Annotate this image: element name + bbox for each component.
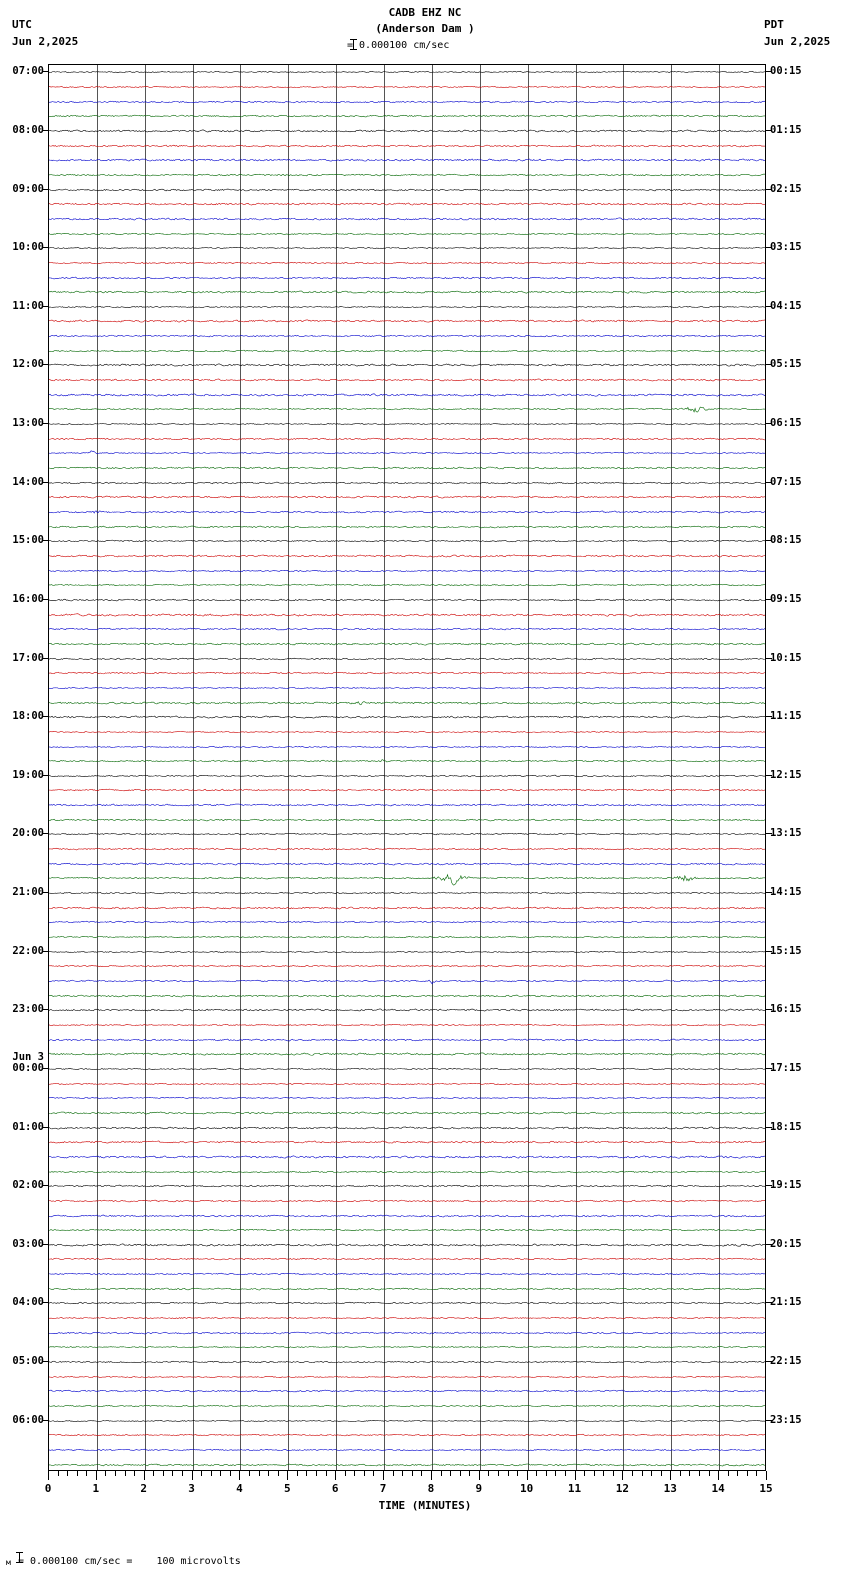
right-time-label: 17:15 — [770, 1061, 802, 1074]
seismic-trace — [49, 431, 766, 447]
seismic-trace — [49, 1164, 766, 1180]
seismic-trace — [49, 533, 766, 549]
x-axis-title: TIME (MINUTES) — [378, 1499, 472, 1512]
left-time-label: 17:00 — [12, 651, 44, 664]
seismic-trace — [49, 797, 766, 813]
x-axis-minor-tick — [259, 1471, 260, 1476]
left-time-label: 05:00 — [12, 1355, 44, 1368]
left-time-label: 19:00 — [12, 768, 44, 781]
left-time-label: 09:00 — [12, 182, 44, 195]
x-axis-tick-label: 2 — [140, 1482, 148, 1495]
right-time-label: 07:15 — [770, 475, 802, 488]
seismic-trace — [49, 270, 766, 286]
left-time-label: 00:00 — [12, 1061, 44, 1074]
seismic-trace — [49, 1002, 766, 1018]
x-axis-tick-label: 3 — [188, 1482, 195, 1495]
x-axis-major-tick — [527, 1471, 528, 1480]
x-axis-minor-tick — [680, 1471, 681, 1476]
seismic-trace — [49, 577, 766, 593]
x-axis-minor-tick — [421, 1471, 422, 1476]
x-axis-minor-tick — [699, 1471, 700, 1476]
right-time-label: 06:15 — [770, 417, 802, 430]
seismic-trace — [49, 1046, 766, 1062]
x-axis-tick-label: 8 — [427, 1482, 435, 1495]
seismic-trace — [49, 709, 766, 725]
right-time-label: 04:15 — [770, 299, 802, 312]
left-time-label: 10:00 — [12, 241, 44, 254]
seismic-trace — [49, 782, 766, 798]
x-axis-minor-tick — [230, 1471, 231, 1476]
seismic-trace — [49, 826, 766, 842]
seismic-trace — [49, 768, 766, 784]
x-axis-major-tick — [479, 1471, 480, 1480]
seismic-trace — [49, 1208, 766, 1224]
right-time-label: 21:15 — [770, 1296, 802, 1309]
seismic-trace — [49, 196, 766, 212]
x-axis-minor-tick — [546, 1471, 547, 1476]
x-axis-tick-label: 6 — [331, 1482, 339, 1495]
seismic-trace — [49, 1237, 766, 1253]
right-time-label: 23:15 — [770, 1413, 802, 1426]
seismic-trace — [49, 401, 766, 417]
right-time-label: 19:15 — [770, 1179, 802, 1192]
x-axis-minor-tick — [555, 1471, 556, 1476]
seismic-trace — [49, 607, 766, 623]
x-axis-tick-label: 5 — [284, 1482, 291, 1495]
x-axis-minor-tick — [584, 1471, 585, 1476]
seismic-trace — [49, 988, 766, 1004]
pdt-timezone-label: PDT — [764, 18, 784, 31]
station-subtitle: (Anderson Dam ) — [375, 22, 475, 35]
right-time-label: 05:15 — [770, 358, 802, 371]
seismic-trace — [49, 108, 766, 124]
x-axis-minor-tick — [345, 1471, 346, 1476]
seismic-trace — [49, 944, 766, 960]
pdt-date-label: Jun 2,2025 — [764, 35, 831, 48]
right-time-label: 16:15 — [770, 1003, 802, 1016]
x-axis-major-tick — [48, 1471, 49, 1480]
seismic-trace — [49, 1310, 766, 1326]
x-axis-tick-label: 11 — [567, 1482, 582, 1495]
x-axis-minor-tick — [661, 1471, 662, 1476]
x-axis-minor-tick — [728, 1471, 729, 1476]
x-axis-major-tick — [335, 1471, 336, 1480]
seismic-trace — [49, 929, 766, 945]
x-axis-tick-label: 4 — [236, 1482, 243, 1495]
seismic-trace — [49, 665, 766, 681]
seismic-trace — [49, 885, 766, 901]
seismic-trace — [49, 123, 766, 139]
x-axis-tick-label: 1 — [92, 1482, 100, 1495]
left-date-divider-label: Jun 3 — [12, 1050, 44, 1063]
seismic-trace — [49, 636, 766, 652]
x-axis-minor-tick — [498, 1471, 499, 1476]
seismic-trace — [49, 914, 766, 930]
x-axis-minor-tick — [86, 1471, 87, 1476]
seismic-trace — [49, 1339, 766, 1355]
x-axis-tick-label: 0 — [44, 1482, 52, 1495]
left-time-label: 15:00 — [12, 534, 44, 547]
seismic-trace — [49, 299, 766, 315]
left-time-label: 06:00 — [12, 1413, 44, 1426]
left-time-label: 11:00 — [12, 299, 44, 312]
x-axis-major-tick — [144, 1471, 145, 1480]
right-time-label: 00:15 — [770, 65, 802, 78]
x-axis-minor-tick — [469, 1471, 470, 1476]
seismic-trace — [49, 328, 766, 344]
seismic-trace — [49, 548, 766, 564]
seismic-trace — [49, 695, 766, 711]
left-time-label: 20:00 — [12, 827, 44, 840]
seismic-trace — [49, 255, 766, 271]
x-axis-minor-tick — [364, 1471, 365, 1476]
seismic-trace — [49, 1193, 766, 1209]
x-axis-minor-tick — [441, 1471, 442, 1476]
seismic-trace — [49, 226, 766, 242]
x-axis-minor-tick — [105, 1471, 106, 1476]
seismic-trace — [49, 1413, 766, 1429]
left-time-label: 08:00 — [12, 123, 44, 136]
x-axis-minor-tick — [354, 1471, 355, 1476]
x-axis-minor-tick — [268, 1471, 269, 1476]
seismic-trace — [49, 504, 766, 520]
seismic-trace — [49, 870, 766, 886]
seismic-trace — [49, 1427, 766, 1443]
right-time-label: 18:15 — [770, 1120, 802, 1133]
seismic-trace — [49, 416, 766, 432]
x-axis-minor-tick — [536, 1471, 537, 1476]
right-time-label: 22:15 — [770, 1355, 802, 1368]
utc-timezone-label: UTC — [12, 18, 32, 31]
seismic-trace — [49, 841, 766, 857]
left-time-label: 01:00 — [12, 1120, 44, 1133]
seismic-trace — [49, 519, 766, 535]
x-axis-minor-tick — [77, 1471, 78, 1476]
seismic-trace — [49, 1105, 766, 1121]
left-time-label: 23:00 — [12, 1003, 44, 1016]
left-time-label: 13:00 — [12, 417, 44, 430]
seismic-trace — [49, 152, 766, 168]
x-axis-major-tick — [431, 1471, 432, 1480]
seismic-trace — [49, 357, 766, 373]
seismic-trace — [49, 739, 766, 755]
left-time-label: 22:00 — [12, 944, 44, 957]
x-axis-minor-tick — [613, 1471, 614, 1476]
right-time-label: 08:15 — [770, 534, 802, 547]
seismic-trace — [49, 680, 766, 696]
x-axis-minor-tick — [393, 1471, 394, 1476]
x-axis-ticks — [48, 1471, 766, 1481]
seismic-trace — [49, 621, 766, 637]
seismic-trace — [49, 445, 766, 461]
helicorder-plot — [48, 64, 766, 1471]
x-axis-minor-tick — [373, 1471, 374, 1476]
x-axis-minor-tick — [220, 1471, 221, 1476]
x-axis-minor-tick — [689, 1471, 690, 1476]
seismic-trace — [49, 1281, 766, 1297]
seismic-trace — [49, 812, 766, 828]
x-axis-minor-tick — [517, 1471, 518, 1476]
x-axis-major-tick — [287, 1471, 288, 1480]
seismic-trace — [49, 240, 766, 256]
x-axis-major-tick — [670, 1471, 671, 1480]
x-axis-tick-label: 10 — [520, 1482, 534, 1495]
x-axis-minor-tick — [488, 1471, 489, 1476]
x-axis-tick-label: 15 — [759, 1482, 773, 1495]
x-axis-tick-label: 12 — [615, 1482, 630, 1495]
seismic-trace — [49, 592, 766, 608]
seismic-trace — [49, 1120, 766, 1136]
x-axis-major-tick — [622, 1471, 623, 1480]
seismic-trace — [49, 79, 766, 95]
seismic-trace — [49, 1090, 766, 1106]
right-time-label: 12:15 — [770, 768, 802, 781]
seismic-trace — [49, 489, 766, 505]
seismic-trace — [49, 138, 766, 154]
x-axis-minor-tick — [747, 1471, 748, 1476]
right-time-label: 20:15 — [770, 1237, 802, 1250]
x-axis-minor-tick — [565, 1471, 566, 1476]
seismic-trace — [49, 856, 766, 872]
x-axis-minor-tick — [709, 1471, 710, 1476]
seismic-trace — [49, 724, 766, 740]
x-axis-minor-tick — [402, 1471, 403, 1476]
x-axis-minor-tick — [306, 1471, 307, 1476]
x-axis-minor-tick — [172, 1471, 173, 1476]
seismic-trace — [49, 167, 766, 183]
seismic-trace — [49, 313, 766, 329]
seismic-trace — [49, 1442, 766, 1458]
x-axis-minor-tick — [632, 1471, 633, 1476]
x-axis-tick-label: 14 — [711, 1482, 725, 1495]
x-axis-major-tick — [96, 1471, 97, 1480]
seismic-trace — [49, 372, 766, 388]
seismic-trace — [49, 1398, 766, 1414]
right-time-label: 10:15 — [770, 651, 802, 664]
station-title: CADB EHZ NC — [388, 6, 462, 19]
footer-scale-label: = 0.000100 cm/sec = 100 microvolts — [18, 1556, 241, 1567]
seismic-trace — [49, 64, 766, 80]
x-axis-tick-label: 13 — [663, 1482, 677, 1495]
x-axis-minor-tick — [182, 1471, 183, 1476]
seismic-trace — [49, 1149, 766, 1165]
seismic-trace — [49, 1178, 766, 1194]
seismic-trace — [49, 1222, 766, 1238]
left-time-label: 02:00 — [12, 1179, 44, 1192]
x-axis-minor-tick — [508, 1471, 509, 1476]
seismic-trace — [49, 1383, 766, 1399]
x-axis-minor-tick — [642, 1471, 643, 1476]
seismic-trace — [49, 1251, 766, 1267]
x-axis-minor-tick — [58, 1471, 59, 1476]
x-axis-minor-tick — [297, 1471, 298, 1476]
left-time-label: 12:00 — [12, 358, 44, 371]
left-time-label: 03:00 — [12, 1237, 44, 1250]
x-axis-minor-tick — [115, 1471, 116, 1476]
x-axis-major-tick — [383, 1471, 384, 1480]
x-axis-minor-tick — [326, 1471, 327, 1476]
seismic-trace — [49, 284, 766, 300]
left-time-label: 21:00 — [12, 886, 44, 899]
right-time-label: 01:15 — [770, 123, 802, 136]
x-axis-minor-tick — [756, 1471, 757, 1476]
x-axis-tick-label: 9 — [475, 1482, 483, 1495]
x-axis-minor-tick — [651, 1471, 652, 1476]
right-time-label: 13:15 — [770, 827, 802, 840]
seismic-trace — [49, 1061, 766, 1077]
right-time-label: 15:15 — [770, 944, 802, 957]
x-axis-minor-tick — [460, 1471, 461, 1476]
seismic-trace — [49, 1354, 766, 1370]
seismic-trace — [49, 343, 766, 359]
seismic-trace — [49, 651, 766, 667]
right-time-label: 02:15 — [770, 182, 802, 195]
seismic-trace — [49, 1266, 766, 1282]
right-time-label: 09:15 — [770, 592, 802, 605]
seismic-trace — [49, 1369, 766, 1385]
x-axis-minor-tick — [603, 1471, 604, 1476]
x-axis-minor-tick — [134, 1471, 135, 1476]
left-time-label: 16:00 — [12, 592, 44, 605]
seismic-trace — [49, 958, 766, 974]
right-time-label: 03:15 — [770, 241, 802, 254]
x-axis-minor-tick — [412, 1471, 413, 1476]
seismic-trace — [49, 475, 766, 491]
footer-prefix: м — [6, 1558, 11, 1567]
left-time-label: 04:00 — [12, 1296, 44, 1309]
right-time-label: 14:15 — [770, 886, 802, 899]
x-axis-minor-tick — [153, 1471, 154, 1476]
seismic-trace — [49, 1032, 766, 1048]
x-axis-minor-tick — [211, 1471, 212, 1476]
seismic-trace — [49, 211, 766, 227]
x-axis-minor-tick — [163, 1471, 164, 1476]
x-axis-tick-label: 7 — [379, 1482, 387, 1495]
scale-note-label: = 0.000100 cm/sec — [347, 40, 450, 51]
right-time-label: 11:15 — [770, 710, 802, 723]
seismic-trace — [49, 387, 766, 403]
seismic-trace — [49, 1017, 766, 1033]
x-axis-minor-tick — [67, 1471, 68, 1476]
seismic-trace — [49, 94, 766, 110]
x-axis-minor-tick — [594, 1471, 595, 1476]
x-axis-minor-tick — [249, 1471, 250, 1476]
x-axis-major-tick — [239, 1471, 240, 1480]
x-axis-minor-tick — [125, 1471, 126, 1476]
seismic-trace — [49, 1134, 766, 1150]
utc-date-label: Jun 2,2025 — [12, 35, 79, 48]
x-axis-major-tick — [575, 1471, 576, 1480]
x-axis-major-tick — [718, 1471, 719, 1480]
seismic-trace — [49, 753, 766, 769]
seismic-trace — [49, 1076, 766, 1092]
seismic-trace — [49, 1325, 766, 1341]
seismic-trace — [49, 563, 766, 579]
left-time-label: 14:00 — [12, 475, 44, 488]
left-time-label: 18:00 — [12, 710, 44, 723]
x-axis-major-tick — [766, 1471, 767, 1480]
seismic-trace — [49, 1295, 766, 1311]
seismic-trace — [49, 460, 766, 476]
x-axis-minor-tick — [201, 1471, 202, 1476]
seismic-trace — [49, 973, 766, 989]
seismic-trace — [49, 182, 766, 198]
left-time-label: 07:00 — [12, 65, 44, 78]
x-axis-minor-tick — [278, 1471, 279, 1476]
seismic-trace — [49, 900, 766, 916]
x-axis-minor-tick — [450, 1471, 451, 1476]
seismic-trace — [49, 1457, 766, 1471]
x-axis-major-tick — [192, 1471, 193, 1480]
x-axis-minor-tick — [316, 1471, 317, 1476]
x-axis-minor-tick — [737, 1471, 738, 1476]
